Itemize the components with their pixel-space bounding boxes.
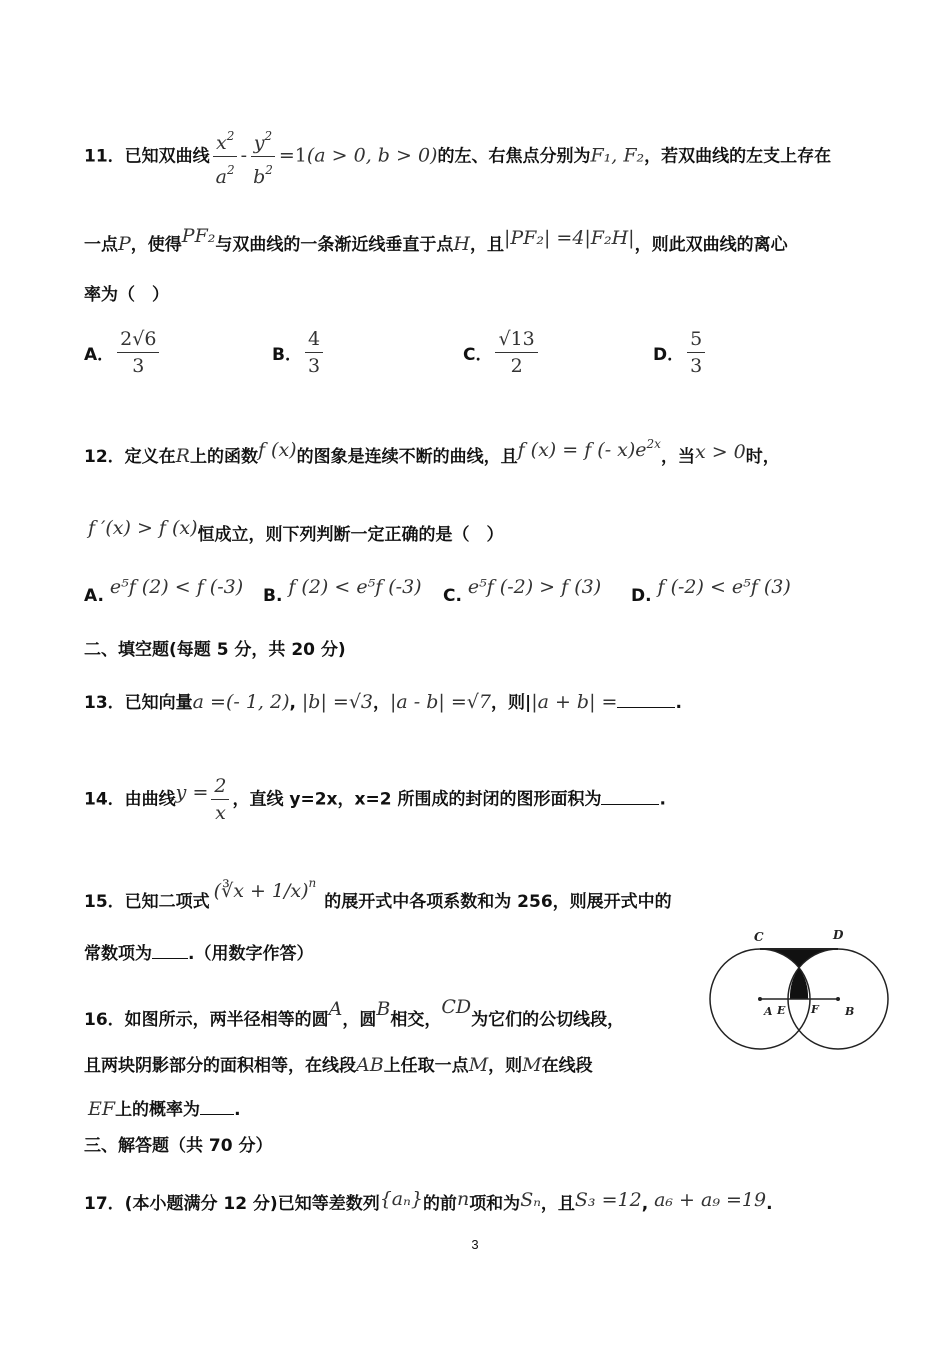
label-f: F [811,1003,819,1016]
q12-line1: 12．定义在R上的函数f (x)的图象是连续不断的曲线，且f (x) = f (- $x)e^{2x}$，当x > 0时， [84,437,780,467]
q11-option-a: A． $\frac{2√6}{3}$ [84,328,162,377]
label-d: D [833,928,844,942]
q14-line: 14．由曲线y = $\frac{2}{x}$ ，直线 y=2x，x=2 所围成的封闭的图形面积为 . [84,775,666,824]
q11-line1: 11．已知双曲线 $\frac{x^2}{a^2}$ - $\frac{y^2}{b^2}$ =1(a > 0, b > 0)的左、右焦点分别为F₁, F₂，若双曲线的左支上存在 [84,125,831,188]
q15-line1: 15．已知二项式 (∛x + 1/x)$^n$的展开式中各项系数和为 256，则展开式中的 [84,876,672,912]
q15-line2: 常数项为 .（用数字作答） [84,944,314,964]
q13-number: 13． [84,693,125,713]
section-2-heading: 二、填空题(每题 5 分，共 20 分) [84,640,346,660]
q11-line2: 一点P，使得PF₂与双曲线的一条渐近线垂直于点H，且|PF₂| =4|F₂H|，则此双曲线的离心 [84,225,788,255]
q17-line: 17．(本小题满分 12 分)已知等差数列{aₙ}的前n项和为Sₙ，且S₃ =12, a₆ + a₉ =19. [84,1188,773,1214]
frac-x2-a2: $\frac{x^2}{a^2}$ [213,125,238,188]
q11-line3: 率为（ ） [84,285,169,305]
q16-line1: 16．如图所示，两半径相等的圆A，圆B相交，CD为它们的公切线段， [84,996,625,1030]
lens-shaded-region [790,968,808,999]
q16-answer-blank[interactable] [200,1114,234,1115]
q14-number: 14． [84,789,125,810]
q15-number: 15． [84,892,125,912]
upper-shaded-region [760,949,838,968]
frac-y2-b2: $\frac{y^2}{b^2}$ [250,125,276,188]
q13-answer-blank[interactable] [617,707,675,708]
label-a: A [764,1005,773,1018]
section-3-heading: 三、解答题（共 70 分） [84,1136,273,1156]
q12-number: 12． [84,447,125,467]
q11-option-b: B． $\frac{4}{3}$ [272,328,326,377]
page-number: 3 [471,1237,479,1252]
q12-option-c: C. e⁵f (-2) > f (3) [443,576,602,606]
q15-answer-blank[interactable] [152,958,188,959]
q16-line2: 且两块阴影部分的面积相等，在线段AB上任取一点M，则M在线段 [84,1054,593,1076]
q13-line: 13．已知向量a =(- 1, 2), |b| =√3，|a - b| =√7，则||a + b| = . [84,691,682,713]
q12-option-b: B. f (2) < e⁵f (-3) [263,576,422,606]
q16-line3: EF上的概率为 . [88,1098,241,1120]
q16-number: 16． [84,1010,125,1030]
q11-option-d: D． $\frac{5}{3}$ [653,328,708,377]
q12-line2: f ′(x) > f (x)恒成立，则下列判断一定正确的是（ ） [88,517,504,545]
q11-option-c: C． $\frac{√13}{2}$ [463,328,541,377]
q11-number: 11． [84,146,125,167]
q12-option-a: A. e⁵f (2) < f (-3) [84,576,244,606]
q12-option-d: D. f (-2) < e⁵f (3) [631,576,791,606]
q14-answer-blank[interactable] [601,804,659,805]
two-circles-figure [700,920,900,1060]
label-e: E [777,1004,786,1017]
q17-number: 17． [84,1194,125,1214]
label-c: C [754,930,764,944]
label-b: B [845,1005,855,1018]
